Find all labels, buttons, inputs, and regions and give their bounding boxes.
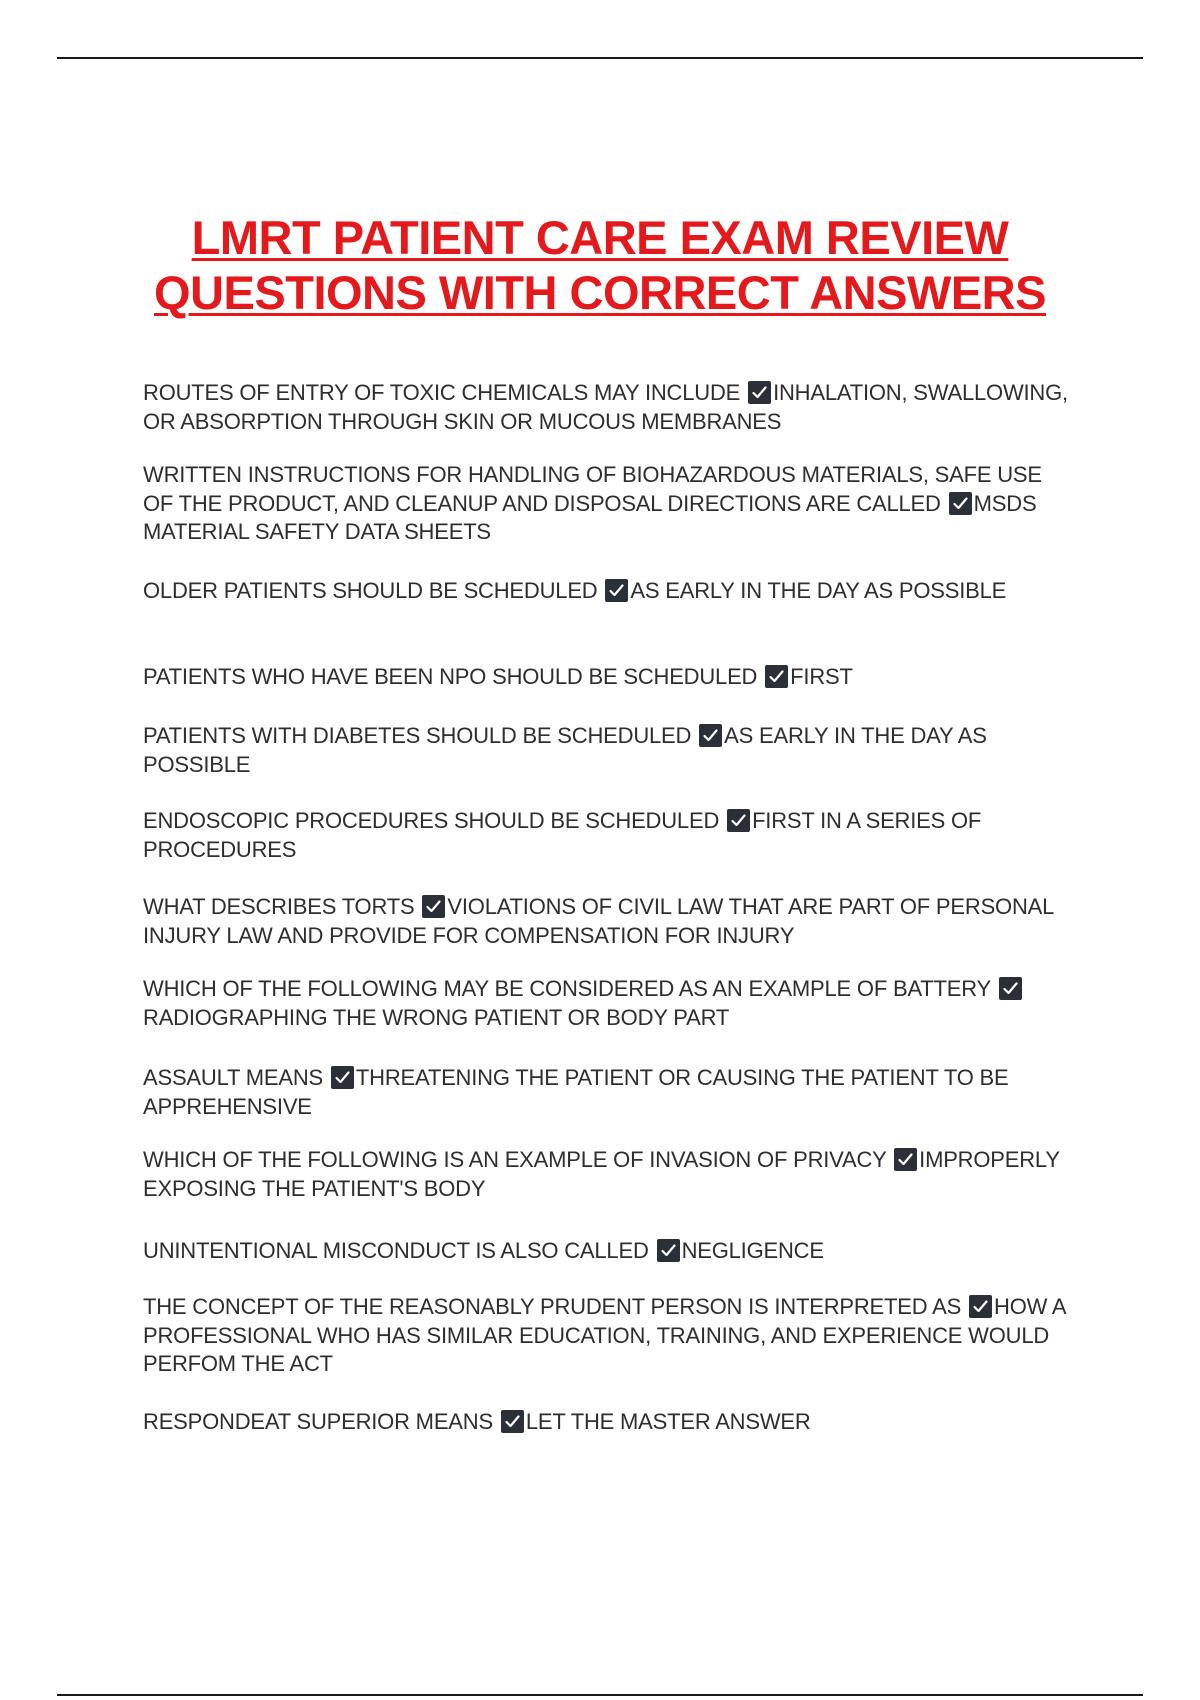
qa-item — [143, 577, 1073, 606]
checkmark-box-icon — [657, 1239, 680, 1262]
qa-item — [143, 461, 1073, 547]
question-text: RESPONDEAT SUPERIOR MEANS — [143, 1409, 493, 1434]
checkmark-box-icon — [422, 895, 445, 918]
checkmark-box-icon — [999, 977, 1022, 1000]
checkmark-box-icon — [765, 665, 788, 688]
qa-item — [143, 1146, 1073, 1203]
answer-text: FIRST — [790, 664, 853, 689]
checkmark-box-icon — [331, 1066, 354, 1089]
checkmark-box-icon — [501, 1410, 524, 1433]
qa-item — [143, 379, 1073, 436]
qa-item — [143, 1064, 1073, 1121]
checkmark-box-icon — [949, 492, 972, 515]
question-text: ASSAULT MEANS — [143, 1065, 323, 1090]
qa-item — [143, 1293, 1073, 1379]
title-line-2: QUESTIONS WITH CORRECT ANSWERS — [154, 266, 1046, 319]
checkmark-box-icon — [605, 579, 628, 602]
qa-item — [143, 1237, 1073, 1266]
checkmark-box-icon — [727, 809, 750, 832]
question-text: WHICH OF THE FOLLOWING IS AN EXAMPLE OF INVASION OF PRIVACY — [143, 1147, 887, 1172]
question-text: WHICH OF THE FOLLOWING MAY BE CONSIDERED AS AN EXAMPLE OF BATTERY — [143, 976, 991, 1001]
checkmark-box-icon — [699, 724, 722, 747]
title-line-1: LMRT PATIENT CARE EXAM REVIEW — [191, 211, 1009, 264]
qa-item — [143, 1408, 1073, 1437]
answer-text: FIRST IN A SERIES OF PROCEDURES — [143, 808, 982, 862]
checkmark-box-icon — [748, 381, 771, 404]
question-text: ROUTES OF ENTRY OF TOXIC CHEMICALS MAY INCLUDE — [143, 380, 741, 405]
answer-text: VIOLATIONS OF CIVIL LAW THAT ARE PART OF PERSONAL INJURY LAW AND PROVIDE FOR COMPENSATION FOR INJURY — [143, 894, 1054, 948]
question-text: UNINTENTIONAL MISCONDUCT IS ALSO CALLED — [143, 1238, 649, 1263]
qa-item — [143, 893, 1073, 950]
qa-item — [143, 663, 1073, 692]
answer-text: IMPROPERLY EXPOSING THE PATIENT'S BODY — [143, 1147, 1060, 1201]
question-text: WRITTEN INSTRUCTIONS FOR HANDLING OF BIOHAZARDOUS MATERIALS, SAFE USE OF THE PRODUCT, AND CLEANUP AND DISPOSAL DIRECTIONS ARE CALLED — [143, 462, 1042, 516]
question-text: PATIENTS WHO HAVE BEEN NPO SHOULD BE SCHEDULED — [143, 664, 758, 689]
answer-text: HOW A PROFESSIONAL WHO HAS SIMILAR EDUCATION, TRAINING, AND EXPERIENCE WOULD PERFOM THE ACT — [143, 1294, 1066, 1376]
qa-item — [143, 807, 1073, 864]
bottom-divider — [57, 1694, 1143, 1696]
answer-text: INHALATION, SWALLOWING, OR ABSORPTION THROUGH SKIN OR MUCOUS MEMBRANES — [143, 380, 1068, 434]
checkmark-box-icon — [969, 1295, 992, 1318]
answer-text: AS EARLY IN THE DAY AS POSSIBLE — [143, 723, 987, 777]
answer-text: MSDS MATERIAL SAFETY DATA SHEETS — [143, 490, 1037, 544]
question-text: ENDOSCOPIC PROCEDURES SHOULD BE SCHEDULED — [143, 808, 720, 833]
question-text: WHAT DESCRIBES TORTS — [143, 894, 415, 919]
answer-text: LET THE MASTER ANSWER — [525, 1409, 811, 1434]
answer-text: THREATENING THE PATIENT OR CAUSING THE PATIENT TO BE APPREHENSIVE — [143, 1065, 1009, 1119]
checkmark-box-icon — [894, 1148, 917, 1171]
qa-item — [143, 722, 1073, 779]
qa-item — [143, 975, 1073, 1032]
answer-text: AS EARLY IN THE DAY AS POSSIBLE — [630, 578, 1007, 603]
question-text: PATIENTS WITH DIABETES SHOULD BE SCHEDULED — [143, 723, 692, 748]
question-text: THE CONCEPT OF THE REASONABLY PRUDENT PERSON IS INTERPRETED AS — [143, 1294, 962, 1319]
answer-text: RADIOGRAPHING THE WRONG PATIENT OR BODY PART — [143, 1004, 730, 1030]
answer-text: NEGLIGENCE — [681, 1238, 824, 1263]
question-text: OLDER PATIENTS SHOULD BE SCHEDULED — [143, 578, 598, 603]
